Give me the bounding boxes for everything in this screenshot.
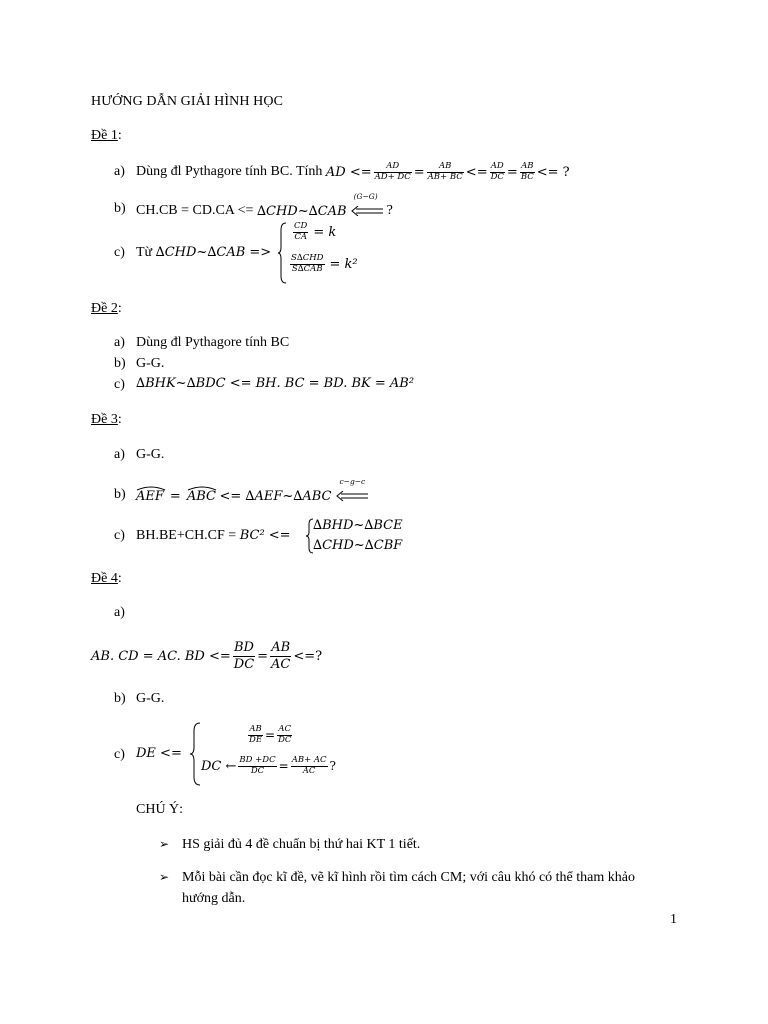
- de1-a-math-start: AD <=: [325, 164, 372, 180]
- de1-heading-text: Đề 1: [91, 128, 118, 143]
- angle-hat-icon: [187, 485, 217, 491]
- de1-b-text: CH.CB = CD.CA <=: [136, 203, 254, 218]
- de1-a-label: a): [114, 164, 125, 179]
- de1-a-line: [136, 158, 570, 186]
- de1-b-label: b): [114, 201, 126, 216]
- de1-b-line: [136, 192, 393, 219]
- de3-c-l2: ∆CHD~∆CBF: [313, 538, 403, 553]
- de1-c-text: Từ: [136, 245, 153, 260]
- de3-c-math: BC² <=: [239, 528, 291, 543]
- de3-b-math: <= ∆AEF~∆ABC: [219, 489, 332, 504]
- de3-c-line: [136, 529, 291, 543]
- de4-c-frac2: [277, 725, 292, 746]
- de3-a-text: G-G.: [136, 447, 165, 462]
- frac-denominator: BC: [520, 171, 534, 182]
- de4-c-l2: DC ←: [201, 758, 237, 774]
- de1-b-arrow-label: (G−G): [353, 192, 378, 201]
- frac-denominator: DC: [278, 734, 292, 745]
- note-heading: CHÚ Ý:: [136, 802, 184, 817]
- de1-a-text: Dùng đl Pythagore tính BC. Tính: [136, 164, 323, 179]
- de4-c-eq2: =: [278, 759, 289, 774]
- frac-denominator: CA: [294, 231, 307, 242]
- angle-hat-icon: [136, 485, 166, 491]
- frac-numerator: AD: [386, 160, 400, 171]
- frac-numerator: AD: [490, 160, 504, 171]
- frac-numerator: S∆CHD: [291, 253, 324, 263]
- de4-c-eq1: =: [265, 728, 276, 743]
- long-left-double-arrow-icon: [335, 491, 369, 501]
- frac-numerator: CD: [294, 221, 308, 231]
- de4-b-text: G-G.: [136, 691, 165, 706]
- de1-a-lt: <=: [465, 164, 488, 180]
- de4-c-frac1: [248, 725, 263, 746]
- document-title: HƯỚNG DẪN GIẢI HÌNH HỌC: [91, 94, 284, 109]
- de1-a-eq: =: [413, 164, 425, 180]
- de4-heading: Đề 4:: [91, 571, 122, 586]
- de2-heading: Đề 2:: [91, 301, 122, 316]
- de3-a-label: a): [114, 447, 125, 462]
- note-item-2-line1: Mỗi bài cần đọc kĩ đề, vẽ kĩ hình rồi tìm cách CM; với câu khó có thể tham khảo: [182, 870, 635, 885]
- de4-a-end: <=?: [293, 648, 323, 664]
- de3-b-line: [136, 477, 369, 504]
- de2-a-label: a): [114, 335, 125, 350]
- de3-b-angle-abc: [187, 490, 216, 503]
- de3-heading: Đề 3:: [91, 412, 122, 427]
- frac-numerator: AB: [439, 160, 452, 171]
- de1-a-frac3: [490, 162, 505, 183]
- de4-c-eq2-row: [201, 756, 336, 777]
- frac-denominator: DC: [250, 765, 265, 776]
- de3-c-label: c): [114, 528, 125, 543]
- frac-denominator: AC: [302, 765, 316, 776]
- page-number: 1: [670, 912, 677, 927]
- de4-a-label: a): [114, 605, 125, 620]
- de4-a-line: [91, 636, 322, 676]
- de4-c-end: ?: [329, 759, 336, 774]
- de1-c-frac1: [293, 222, 308, 243]
- note-item-2-line2: hướng dẫn.: [182, 891, 246, 906]
- frac-numerator: AB: [521, 160, 534, 171]
- de1-c-eq2: = k²: [329, 256, 358, 272]
- frac-numerator: AB: [249, 724, 262, 734]
- de1-c-math: ∆CHD~∆CAB =>: [155, 245, 272, 260]
- frac-numerator: BD +DC: [239, 755, 276, 765]
- de1-c-line: [136, 246, 271, 260]
- de4-a-frac2: [270, 640, 291, 672]
- de3-b-eq: =: [169, 489, 181, 504]
- arrowhead-bullet-icon: ➢: [159, 870, 170, 884]
- de1-a-frac1: [374, 162, 412, 183]
- de3-c-l1: ∆BHD~∆BCE: [313, 518, 403, 533]
- de4-c-math: DE <=: [136, 746, 182, 761]
- de4-b-label: b): [114, 691, 126, 706]
- frac-denominator: DC: [490, 171, 504, 182]
- de1-a-end: <= ?: [536, 164, 570, 180]
- de4-a-math: AB. CD = AC. BD <=: [91, 648, 231, 664]
- de3-b-angle-aef: [136, 490, 164, 503]
- frac-denominator: AB+ BC: [427, 171, 463, 182]
- de4-a-eq: =: [257, 648, 269, 664]
- long-left-double-arrow-icon: [350, 206, 384, 216]
- de1-c-eq1: = k: [313, 224, 337, 240]
- frac-numerator: AB: [271, 639, 291, 655]
- de3-b-abc-text: ABC: [186, 489, 216, 504]
- de3-b-arrow: [335, 477, 369, 503]
- de2-heading-text: Đề 2: [91, 301, 118, 316]
- de2-b-text: G-G.: [136, 356, 165, 371]
- de1-c-eq1-row: [291, 222, 336, 243]
- frac-denominator: AD+ DC: [374, 171, 411, 182]
- de3-b-label: b): [114, 487, 126, 502]
- frac-numerator: AB+ AC: [291, 755, 327, 765]
- note-item-1: HS giải đủ 4 đề chuẩn bị thứ hai KT 1 tiết.: [182, 837, 421, 852]
- de1-c-label: c): [114, 245, 125, 260]
- de2-a-text: Dùng đl Pythagore tính BC: [136, 335, 290, 350]
- de2-c-label: c): [114, 377, 125, 392]
- left-brace-icon: [278, 222, 288, 284]
- de3-heading-text: Đề 3: [91, 412, 118, 427]
- frac-denominator: AC: [271, 656, 291, 672]
- de4-c-label: c): [114, 747, 125, 762]
- frac-denominator: S∆CAB: [291, 263, 323, 274]
- de1-c-frac2: [290, 254, 325, 275]
- frac-denominator: DE: [249, 734, 263, 745]
- de1-b-end: ?: [386, 203, 393, 218]
- de3-b-arrow-label: c−g−c: [339, 477, 366, 486]
- de4-a-frac1: [233, 640, 255, 672]
- de3-b-aef-text: AEF: [136, 489, 164, 504]
- de1-c-eq2-row: [288, 254, 358, 275]
- de2-b-label: b): [114, 356, 126, 371]
- de1-b-math: ∆CHD~∆CAB: [256, 204, 347, 219]
- frac-numerator: AC: [278, 724, 292, 734]
- de1-b-arrow: [350, 192, 384, 218]
- de4-c-eq1-row: [246, 725, 294, 746]
- de4-c-frac3: [238, 756, 276, 777]
- de1-a-eq2: =: [506, 164, 518, 180]
- de4-c-frac4: [291, 756, 328, 777]
- arrowhead-bullet-icon: ➢: [159, 837, 170, 851]
- de1-a-frac2: [427, 162, 464, 183]
- de1-a-frac4: [520, 162, 535, 183]
- de4-heading-text: Đề 4: [91, 571, 118, 586]
- de3-c-text: BH.BE+CH.CF =: [136, 528, 237, 543]
- frac-numerator: BD: [233, 639, 254, 655]
- de1-heading: Đề 1:: [91, 128, 122, 143]
- frac-denominator: DC: [233, 656, 255, 672]
- de2-c-math: ∆BHK~∆BDC <= BH. BC = BD. BK = AB²: [136, 376, 415, 391]
